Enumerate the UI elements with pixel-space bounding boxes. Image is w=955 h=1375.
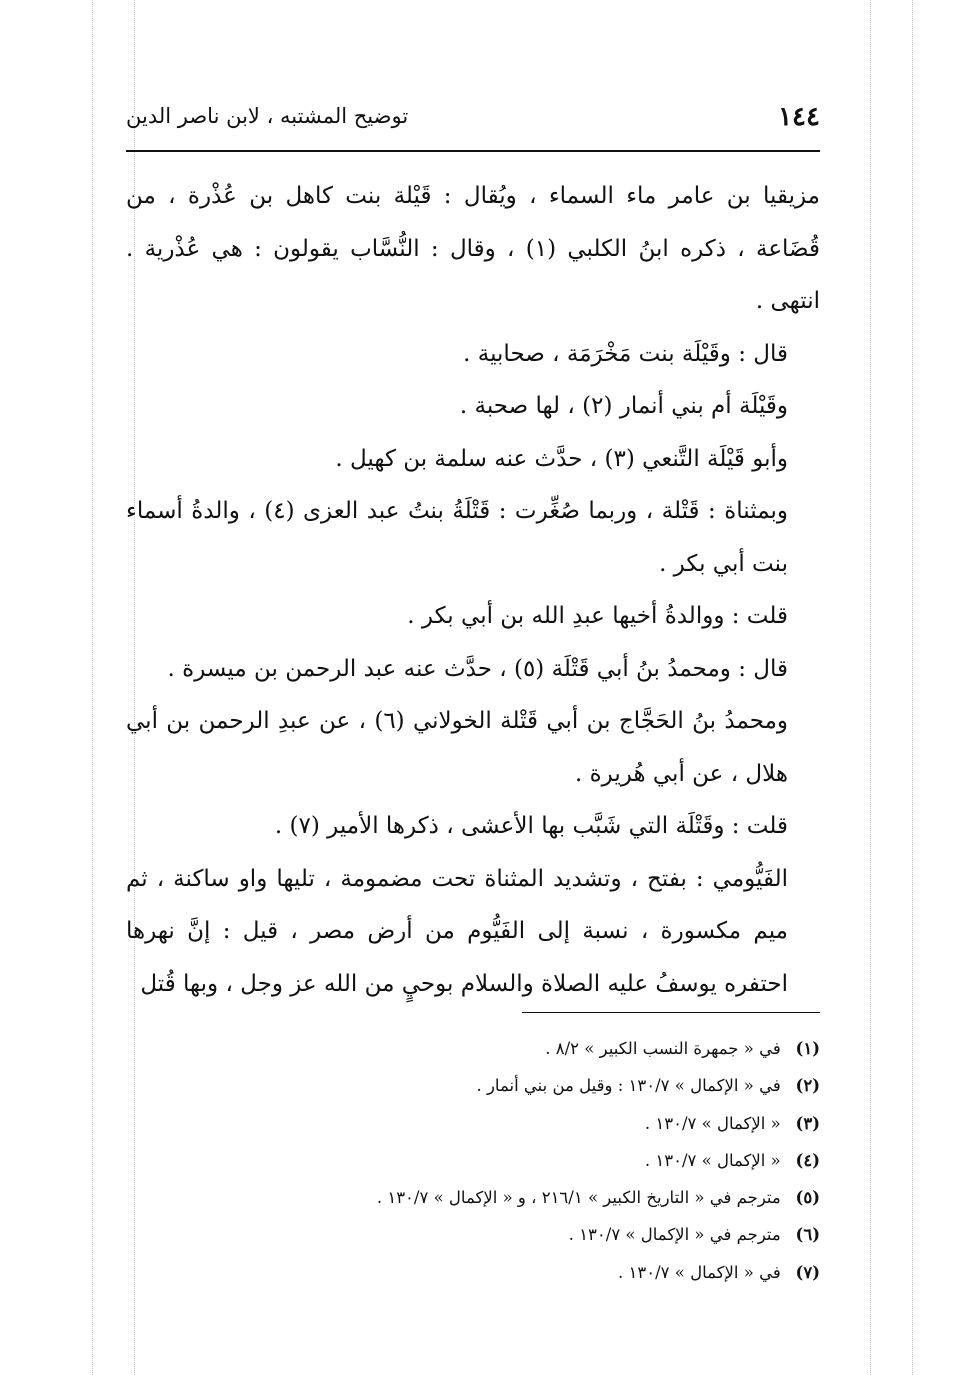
paragraph: ومحمدُ بنُ الحَجَّاج بن أبي قَتْلة الخولاني (٦) ، عن عبدِ الرحمن بن أبي هلال ، عن أبي هُريرة . xyxy=(126,708,788,787)
footnote-number: (٢) xyxy=(795,1076,820,1096)
paragraph: قلت : وقَتْلَة التي شَبَّب بها الأعشى ، ذكرها الأمير (٧) . xyxy=(274,813,788,839)
footnote-text: « الإكمال » ١٣٠/٧ . xyxy=(644,1113,781,1133)
paragraph: وبمثناة : قَتْلة ، وربما صُغِّرت : قَتْلَةُ بنتُ عبد العزى (٤) ، والدةُ أسماء بنت أبي بكر . xyxy=(126,498,788,577)
footnote-number: (٥) xyxy=(795,1188,820,1208)
scan-guide-line xyxy=(870,0,871,1375)
paragraph: قال : وقَيْلَة بنت مَخْرَمَة ، صحابية . xyxy=(463,340,788,367)
footnote xyxy=(126,1216,820,1253)
running-title: توضيح المشتبه ، لابن ناصر الدين xyxy=(126,104,409,128)
scan-guide-line xyxy=(912,0,913,1375)
footnote-text: في « الإكمال » ١٣٠/٧ : وقيل من بني أنمار . xyxy=(476,1076,781,1096)
footnote-text: في « جمهرة النسب الكبير » ٨/٢ . xyxy=(545,1039,781,1058)
footnote-text: مترجم في « الإكمال » ١٣٠/٧ . xyxy=(568,1225,781,1245)
footnote xyxy=(126,1179,820,1216)
footnote-separator xyxy=(522,1012,820,1013)
footnote xyxy=(126,1105,820,1142)
footnote-number: (٤) xyxy=(795,1150,820,1170)
paragraph: وقَيْلَة أم بني أنمار (٢) ، لها صحبة . xyxy=(459,393,788,419)
footnote-text: مترجم في « التاريخ الكبير » ٢١٦/١ ، و « الإكمال » ١٣٠/٧ . xyxy=(376,1188,781,1208)
paragraph: مزيقيا بن عامر ماء السماء ، ويُقال : قَيْلة بنت كاهل بن عُذْرة ، من قُضَاعة ، ذكره ابنُ الكلبي (١) ، وقال : النُّسَّاب يقولون : هي عُذْرية . انتهى . xyxy=(126,183,820,314)
scan-guide-line xyxy=(92,0,93,1375)
footnote-number: (٧) xyxy=(795,1262,820,1282)
footnote xyxy=(126,1030,820,1067)
footnote xyxy=(126,1067,820,1104)
paragraph: قلت : ووالدةُ أخيها عبدِ الله بن أبي بكر . xyxy=(407,603,788,629)
paragraph: الفَيُّومي : بفتح ، وتشديد المثناة تحت مضمومة ، تليها واو ساكنة ، ثم ميم مكسورة ، نسبة إلى الفَيُّوم من أرض مصر ، قيل : إنَّ نهرها احتفره يوسفُ عليه الصلاة والسلام بوحيٍ من الله عز وجل ، وبها قُتل xyxy=(126,865,788,997)
page-header xyxy=(126,96,820,146)
footnote-text: في « الإكمال » ١٣٠/٧ . xyxy=(618,1262,781,1282)
footnotes xyxy=(126,1030,820,1291)
footnote-number: (٣) xyxy=(795,1113,820,1133)
paragraph: قال : ومحمدُ بنُ أبي قَتْلَة (٥) ، حدَّث عنه عبد الرحمن بن ميسرة . xyxy=(167,655,788,682)
footnote-text: « الإكمال » ١٣٠/٧ . xyxy=(644,1150,781,1170)
paragraph: وأبو قَيْلَة التَّنعي (٣) ، حدَّث عنه سلمة بن كهيل . xyxy=(335,445,788,472)
main-text xyxy=(126,170,820,1010)
header-rule xyxy=(126,150,820,152)
footnote xyxy=(126,1142,820,1179)
footnote-number: (٦) xyxy=(795,1225,820,1245)
page-number: ١٤٤ xyxy=(778,102,820,132)
footnote xyxy=(126,1254,820,1291)
footnote-number: (١) xyxy=(795,1039,820,1058)
